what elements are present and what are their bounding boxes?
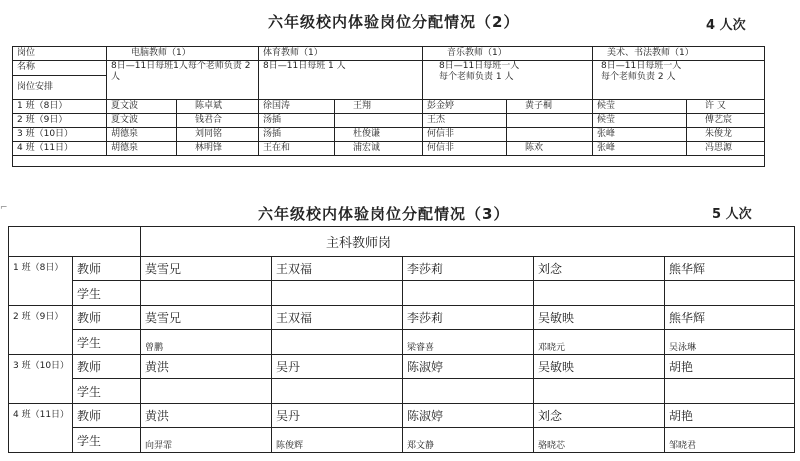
- margin-marker: ⌐: [0, 203, 8, 213]
- student-name: [665, 379, 795, 404]
- role-arrangement: 8日—11日每班1人每个老师负责 2人: [107, 61, 259, 100]
- assigned-student: 许 又: [687, 100, 765, 114]
- class-label: 4 班（11日）: [9, 404, 73, 453]
- role-arrangement: 8日—11日每班 1 人: [259, 61, 423, 100]
- teacher-label: 教师: [73, 306, 141, 330]
- teacher-name: 胡艳: [665, 404, 795, 428]
- teacher-name: 熊华辉: [665, 257, 795, 281]
- assigned-student: 杜俊谦: [335, 128, 423, 142]
- section2-title: 六年级校内体验岗位分配情况（2）: [268, 13, 520, 31]
- teacher-label: 教师: [73, 404, 141, 428]
- assigned-student: 林明锋: [177, 142, 259, 156]
- assigned-student: 傅艺宸: [687, 114, 765, 128]
- section3-title: 六年级校内体验岗位分配情况（3）: [258, 205, 510, 223]
- assigned-student: 朱俊龙: [687, 128, 765, 142]
- teacher-row: [9, 306, 795, 330]
- student-label: 学生: [73, 330, 141, 355]
- role-header: 音乐教师（1）: [423, 47, 593, 61]
- student-row: [9, 330, 795, 355]
- main-subject-header: 主科教师岗: [141, 227, 795, 257]
- teacher-name: 李莎莉: [403, 306, 534, 330]
- teacher-name: 陈淑婷: [403, 404, 534, 428]
- role-arrangement: 8日—11日每班一人 每个老师负责 1 人: [423, 61, 593, 100]
- teacher-label: 教师: [73, 257, 141, 281]
- teacher-name: 莫雪兄: [141, 306, 272, 330]
- role-header: 美术、书法教师（1）: [593, 47, 765, 61]
- class-label: 2 班（9日）: [9, 306, 73, 355]
- table-row: [13, 100, 765, 114]
- assigned-student: 候莹: [593, 114, 687, 128]
- assigned-student: 浦宏诚: [335, 142, 423, 156]
- section3-table: [8, 226, 795, 453]
- student-name: 吴泳琳: [665, 330, 795, 355]
- role-arrangement: 8日—11日每班一人 每个老师负责 2 人: [593, 61, 765, 100]
- student-name: 邹晓君: [665, 428, 795, 453]
- teacher-name: 刘念: [534, 257, 665, 281]
- assigned-student: 钱君合: [177, 114, 259, 128]
- assigned-student: 候莹: [593, 100, 687, 114]
- section2-count: 4 人次: [706, 18, 746, 33]
- teacher-name: 刘念: [534, 404, 665, 428]
- student-name: [272, 330, 403, 355]
- row-label-arrangement: 岗位安排: [13, 75, 107, 99]
- teacher-row: [9, 257, 795, 281]
- table-footer-spacer: [13, 156, 765, 167]
- assigned-student: 王翔: [335, 100, 423, 114]
- student-name: [403, 379, 534, 404]
- assigned-student: 夏文波: [107, 114, 177, 128]
- student-name: [272, 281, 403, 306]
- student-label: 学生: [73, 281, 141, 306]
- row-label-position: 岗位: [13, 47, 107, 61]
- teacher-name: 吴丹: [272, 404, 403, 428]
- table-row: [13, 142, 765, 156]
- student-name: 骆晓芯: [534, 428, 665, 453]
- student-name: [665, 281, 795, 306]
- teacher-name: 王双福: [272, 306, 403, 330]
- class-label: 3 班（10日）: [13, 128, 107, 142]
- assigned-student: [507, 128, 593, 142]
- class-label: 1 班（8日）: [13, 100, 107, 114]
- student-name: 郑文静: [403, 428, 534, 453]
- assigned-student: 陈卓斌: [177, 100, 259, 114]
- teacher-row: [9, 355, 795, 379]
- student-name: 邓晓元: [534, 330, 665, 355]
- class-label: 3 班（10日）: [9, 355, 73, 404]
- assigned-student: 王杰: [423, 114, 507, 128]
- assigned-student: 冯思源: [687, 142, 765, 156]
- student-name: [141, 379, 272, 404]
- section3-count: 5 人次: [712, 207, 752, 222]
- teacher-name: 吴敏映: [534, 306, 665, 330]
- class-label: 2 班（9日）: [13, 114, 107, 128]
- assigned-student: 胡德泉: [107, 128, 177, 142]
- role-header: 电脑教师（1）: [107, 47, 259, 61]
- teacher-name: 莫雪兄: [141, 257, 272, 281]
- section2-table: [12, 46, 765, 167]
- student-name: 曾鹏: [141, 330, 272, 355]
- teacher-name: 吴敏映: [534, 355, 665, 379]
- teacher-label: 教师: [73, 355, 141, 379]
- student-name: 向羿霏: [141, 428, 272, 453]
- assigned-student: 徐国涛: [259, 100, 335, 114]
- role-header: 体育教师（1）: [259, 47, 423, 61]
- header-blank: [9, 227, 141, 257]
- student-name: [534, 281, 665, 306]
- assigned-student: 彭金婷: [423, 100, 507, 114]
- student-name: [403, 281, 534, 306]
- assigned-student: 张峰: [593, 128, 687, 142]
- row-label-name: 名称: [13, 61, 107, 76]
- student-name: [534, 379, 665, 404]
- assigned-student: 汤插: [259, 114, 335, 128]
- assigned-student: 夏文波: [107, 100, 177, 114]
- assigned-student: [335, 114, 423, 128]
- class-label: 1 班（8日）: [9, 257, 73, 306]
- student-row: [9, 281, 795, 306]
- teacher-name: 李莎莉: [403, 257, 534, 281]
- assigned-student: [507, 114, 593, 128]
- student-label: 学生: [73, 379, 141, 404]
- teacher-row: [9, 404, 795, 428]
- student-name: [141, 281, 272, 306]
- assigned-student: 王在和: [259, 142, 335, 156]
- assigned-student: 黄子桐: [507, 100, 593, 114]
- assigned-student: 汤插: [259, 128, 335, 142]
- assigned-student: 刘同铭: [177, 128, 259, 142]
- assigned-student: 陈欢: [507, 142, 593, 156]
- student-row: [9, 379, 795, 404]
- student-label: 学生: [73, 428, 141, 453]
- assigned-student: 胡德泉: [107, 142, 177, 156]
- teacher-name: 陈淑婷: [403, 355, 534, 379]
- student-name: 梁睿喜: [403, 330, 534, 355]
- teacher-name: 王双福: [272, 257, 403, 281]
- assigned-student: 何信非: [423, 142, 507, 156]
- student-name: [272, 379, 403, 404]
- teacher-name: 黄洪: [141, 404, 272, 428]
- class-label: 4 班（11日）: [13, 142, 107, 156]
- student-row: [9, 428, 795, 453]
- teacher-name: 熊华辉: [665, 306, 795, 330]
- student-name: 陈俊辉: [272, 428, 403, 453]
- assigned-student: 张峰: [593, 142, 687, 156]
- assigned-student: 何信非: [423, 128, 507, 142]
- table-row: [13, 114, 765, 128]
- teacher-name: 胡艳: [665, 355, 795, 379]
- teacher-name: 黄洪: [141, 355, 272, 379]
- teacher-name: 吴丹: [272, 355, 403, 379]
- table-row: [13, 128, 765, 142]
